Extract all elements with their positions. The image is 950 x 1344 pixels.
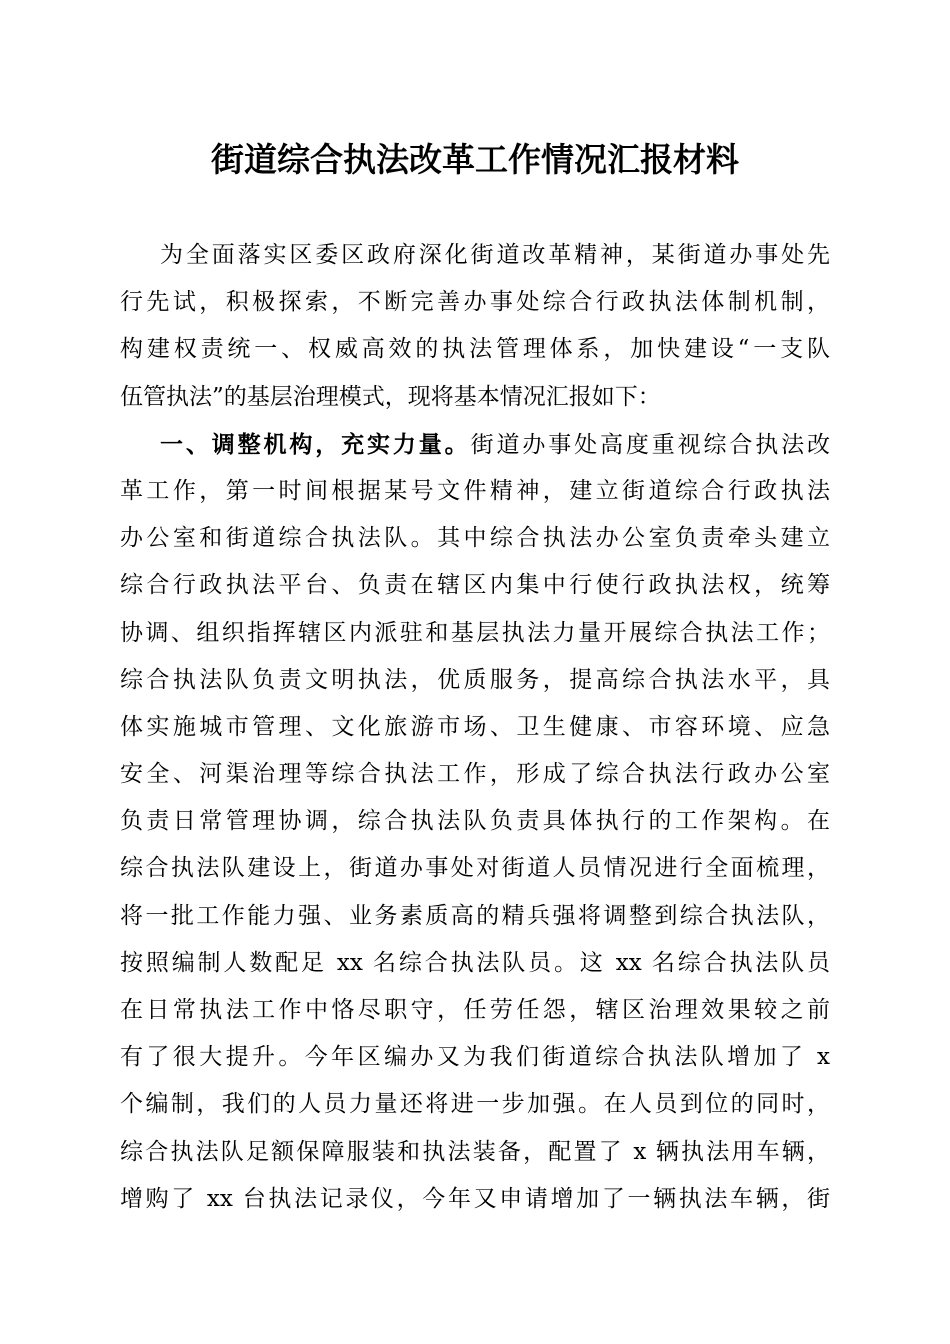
paragraph-line: 综合行政执法平台、负责在辖区内集中行使行政执法权，统筹 — [120, 572, 830, 599]
paragraph-line: 安全、河渠治理等综合执法工作，形成了综合执法行政办公室 — [120, 761, 830, 788]
paragraph-line: 增购了 xx 台执法记录仪，今年又申请增加了一辆执法车辆，街 — [120, 1185, 830, 1212]
paragraph-line: 伍管执法”的基层治理模式，现将基本情况汇报如下： — [120, 383, 661, 410]
paragraph-line: 综合执法队足额保障服装和执法装备，配置了 x 辆执法用车辆， — [120, 1138, 830, 1165]
paragraph-line: 为全面落实区委区政府深化街道改革精神，某街道办事处先 — [160, 242, 830, 268]
document-body — [120, 232, 830, 1223]
paragraph-line: 行先试，积极探索，不断完善办事处综合行政执法体制机制， — [120, 289, 830, 316]
paragraph-line: 个编制，我们的人员力量还将进一步加强。在人员到位的同时， — [120, 1091, 830, 1118]
section-heading-line — [120, 421, 830, 468]
paragraph-text: 街道办事处高度重视综合执法改 — [470, 431, 831, 458]
paragraph-line: 综合执法队建设上，街道办事处对街道人员情况进行全面梳理， — [120, 855, 830, 882]
paragraph-line: 综合执法队负责文明执法，优质服务，提高综合执法水平，具 — [120, 666, 830, 693]
document-title: 街道综合执法改革工作情况汇报材料 — [211, 140, 739, 179]
paragraph-line: 负责日常管理协调，综合执法队负责具体执行的工作架构。在 — [120, 808, 830, 835]
paragraph-line: 将一批工作能力强、业务素质高的精兵强将调整到综合执法队， — [120, 902, 830, 929]
paragraph-line: 办公室和街道综合执法队。其中综合执法办公室负责牵头建立 — [120, 525, 830, 552]
paragraph-line: 协调、组织指挥辖区内派驻和基层执法力量开展综合执法工作； — [120, 619, 830, 646]
paragraph-line: 在日常执法工作中恪尽职守，任劳任怨，辖区治理效果较之前 — [120, 997, 830, 1023]
paragraph-line: 革工作，第一时间根据某号文件精神，建立街道综合行政执法 — [120, 477, 830, 504]
paragraph-line: 有了很大提升。今年区编办又为我们街道综合执法队增加了 x — [120, 1044, 830, 1071]
paragraph-line: 构建权责统一、权威高效的执法管理体系，加快建设“一支队 — [120, 336, 830, 363]
paragraph-line: 按照编制人数配足 xx 名综合执法队员。这 xx 名综合执法队员 — [120, 949, 830, 976]
section-heading: 一、调整机构，充实力量。 — [160, 430, 471, 458]
paragraph-line: 体实施城市管理、文化旅游市场、卫生健康、市容环境、应急 — [120, 713, 830, 740]
